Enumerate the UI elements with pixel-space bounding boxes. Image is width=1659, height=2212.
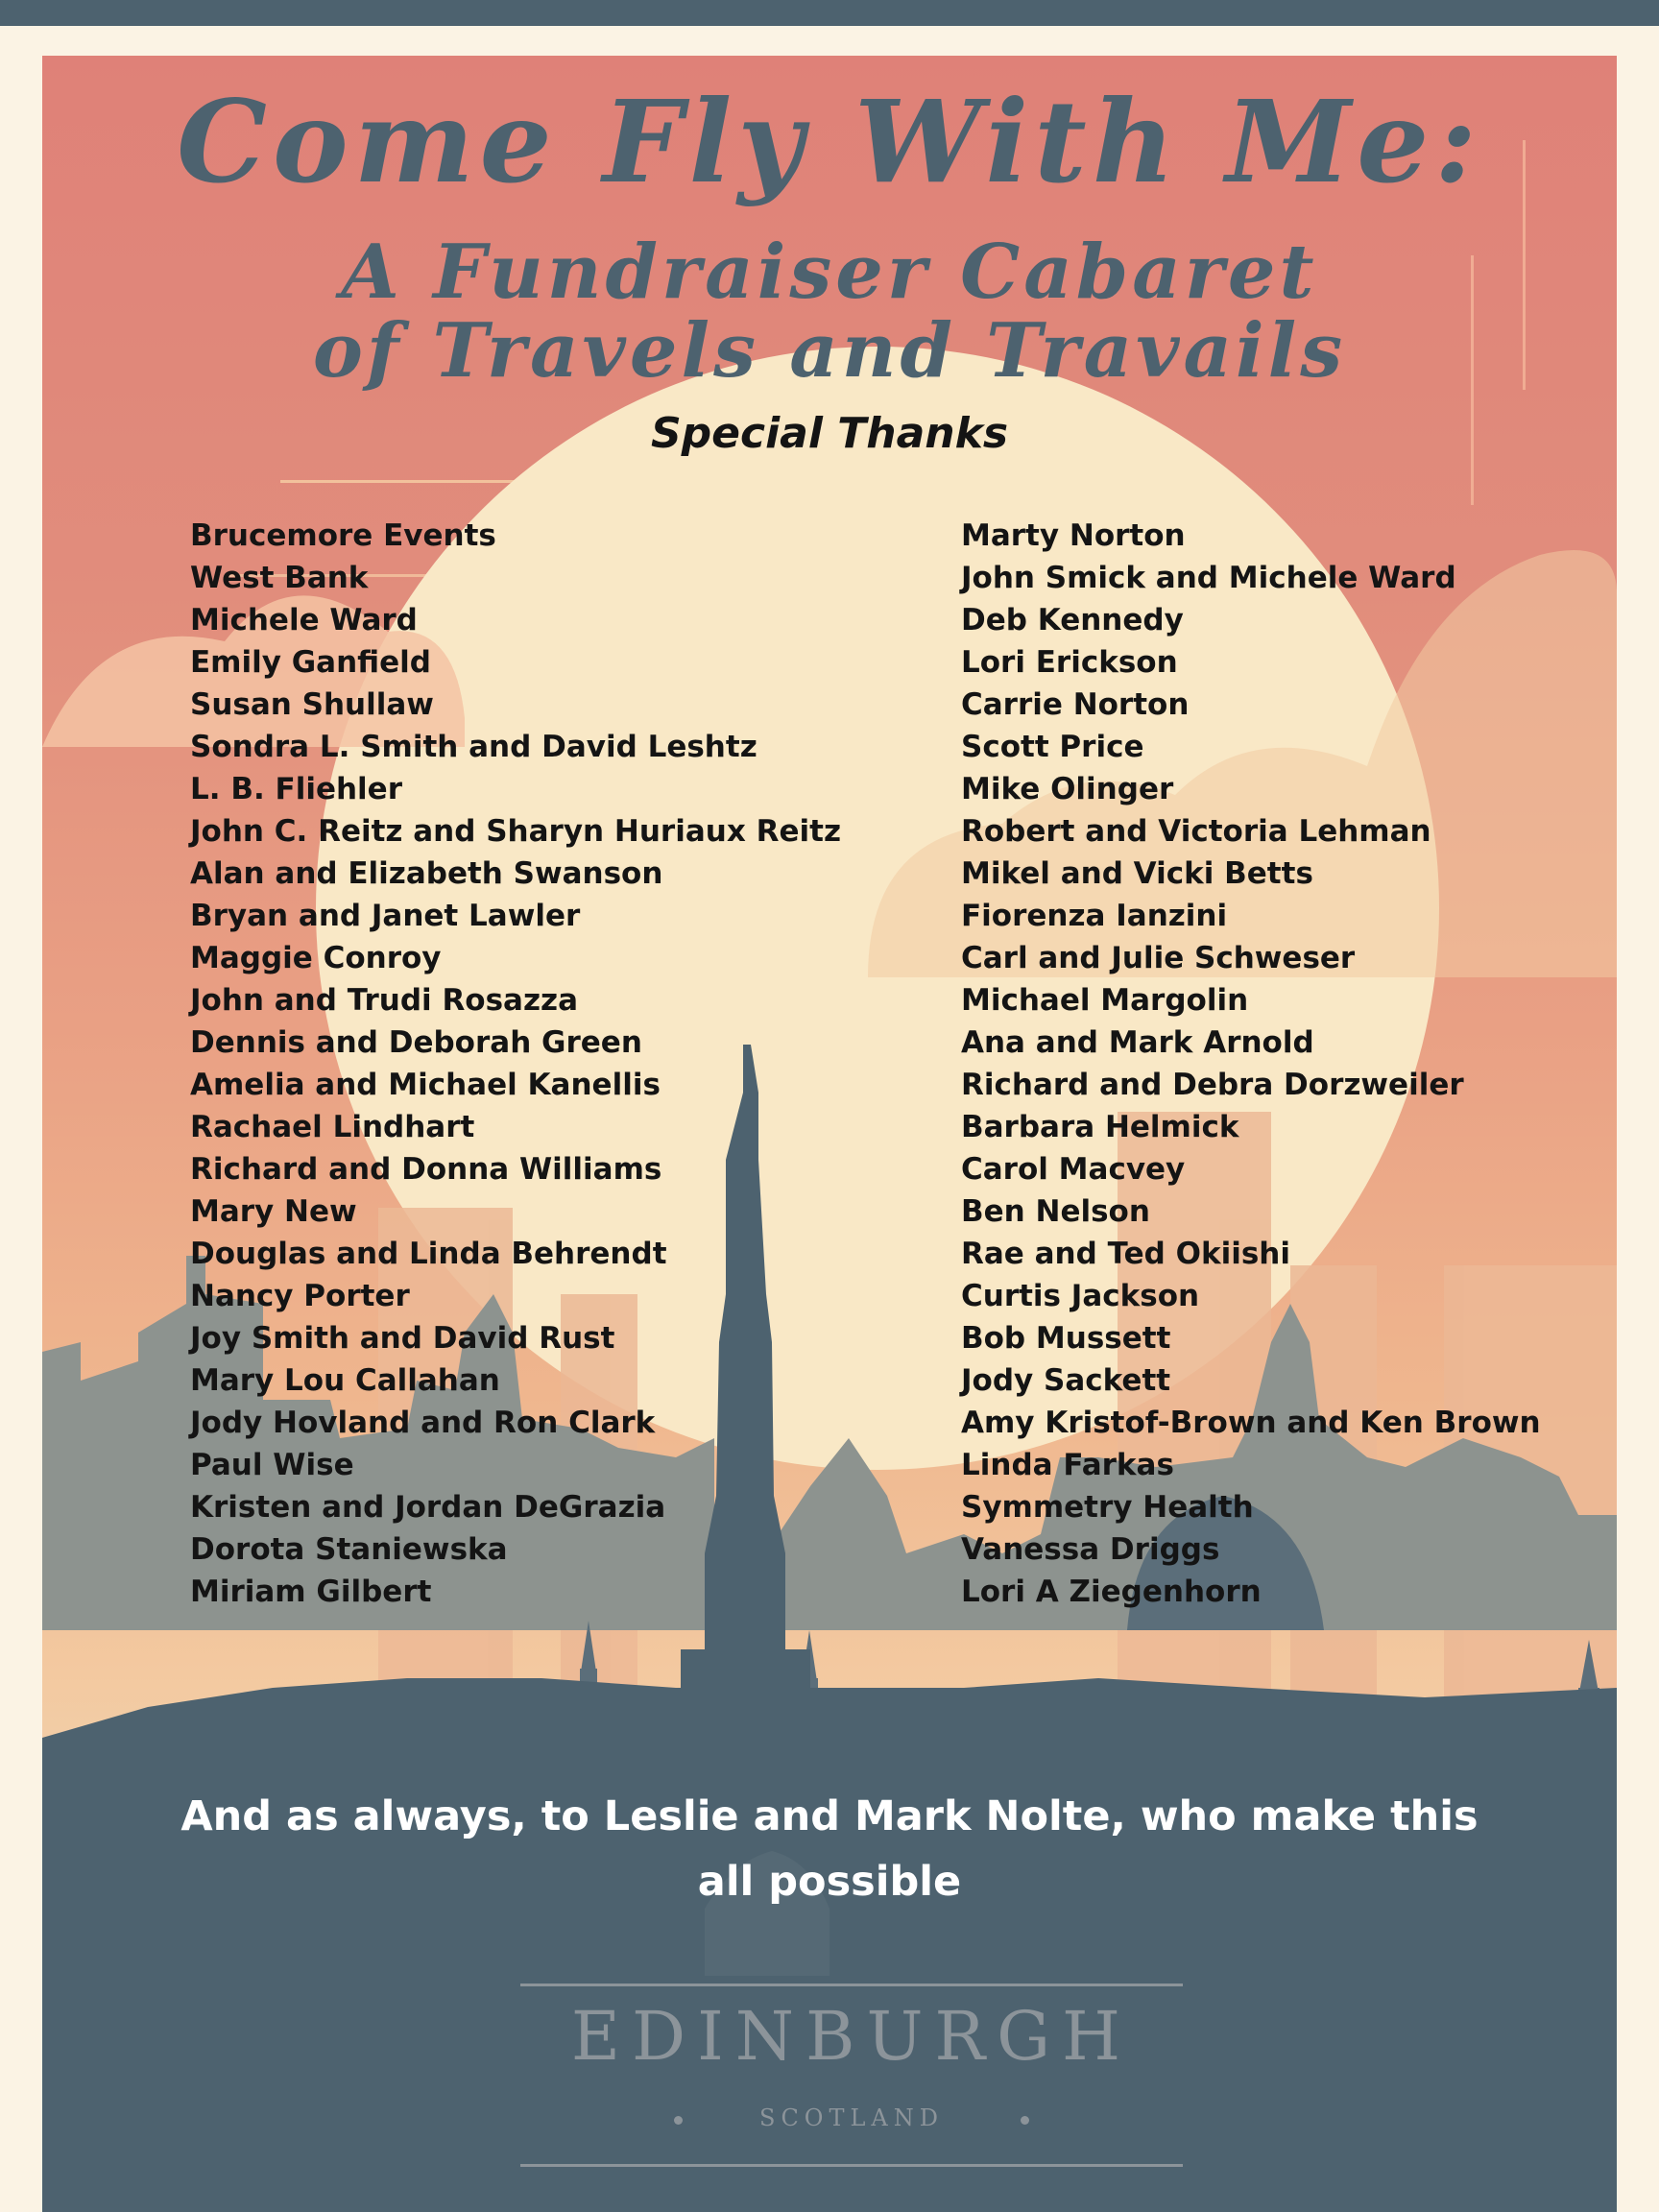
thanks-name: Richard and Donna Williams bbox=[190, 1152, 662, 1187]
thanks-name: Richard and Debra Dorzweiler bbox=[961, 1068, 1464, 1102]
thanks-name: Carol Macvey bbox=[961, 1152, 1186, 1187]
thanks-name: Marty Norton bbox=[961, 518, 1186, 553]
thanks-name: John Smick and Michele Ward bbox=[961, 561, 1456, 595]
thanks-name: Maggie Conroy bbox=[190, 941, 442, 975]
thanks-name: Amelia and Michael Kanellis bbox=[190, 1068, 661, 1102]
thanks-name: Brucemore Events bbox=[190, 518, 496, 553]
edinburgh-logo bbox=[520, 1976, 1183, 2177]
thanks-name: Dorota Staniewska bbox=[190, 1532, 508, 1567]
thanks-name: Michael Margolin bbox=[961, 983, 1249, 1018]
thanks-name: Bob Mussett bbox=[961, 1321, 1171, 1356]
thanks-name: West Bank bbox=[190, 561, 369, 595]
poster-title-line3: of Travels and Travails bbox=[312, 307, 1347, 395]
thanks-name: Rachael Lindhart bbox=[190, 1110, 475, 1144]
thanks-name: Lori Erickson bbox=[961, 645, 1178, 680]
thanks-name: Carrie Norton bbox=[961, 687, 1190, 722]
thanks-name: Scott Price bbox=[961, 730, 1144, 764]
thanks-name: Mary Lou Callahan bbox=[190, 1363, 500, 1398]
thanks-name: Dennis and Deborah Green bbox=[190, 1025, 642, 1060]
thanks-name: Mikel and Vicki Betts bbox=[961, 856, 1313, 891]
logo-country: SCOTLAND bbox=[759, 2104, 944, 2131]
logo-dot bbox=[1021, 2116, 1029, 2125]
thanks-name: Ana and Mark Arnold bbox=[961, 1025, 1314, 1060]
thanks-name: Barbara Helmick bbox=[961, 1110, 1239, 1144]
thanks-name: Symmetry Health bbox=[961, 1490, 1254, 1525]
thanks-name: John and Trudi Rosazza bbox=[190, 983, 578, 1018]
thanks-name: John C. Reitz and Sharyn Huriaux Reitz bbox=[190, 814, 841, 849]
thanks-name: Bryan and Janet Lawler bbox=[190, 899, 581, 933]
thanks-name: Paul Wise bbox=[190, 1448, 354, 1482]
thanks-name: Emily Ganfield bbox=[190, 645, 431, 680]
thanks-name: Ben Nelson bbox=[961, 1194, 1150, 1229]
thanks-list-left bbox=[190, 515, 841, 1613]
special-thanks-heading: Special Thanks bbox=[650, 409, 1009, 458]
thanks-name: Mary New bbox=[190, 1194, 357, 1229]
thanks-name: Susan Shullaw bbox=[190, 687, 434, 722]
logo-city: EDINBURGH bbox=[570, 1997, 1133, 2076]
thanks-name: Joy Smith and David Rust bbox=[190, 1321, 615, 1356]
thanks-name: Alan and Elizabeth Swanson bbox=[190, 856, 663, 891]
thanks-name: Fiorenza Ianzini bbox=[961, 899, 1228, 933]
thanks-name: Rae and Ted Okiishi bbox=[961, 1237, 1290, 1271]
thanks-name: Mike Olinger bbox=[961, 772, 1174, 806]
top-border-band bbox=[0, 0, 1659, 26]
thanks-name: Deb Kennedy bbox=[961, 603, 1184, 637]
thanks-name: Vanessa Driggs bbox=[961, 1532, 1220, 1567]
thanks-name: Douglas and Linda Behrendt bbox=[190, 1237, 667, 1271]
closing-message: And as always, to Leslie and Mark Nolte, who make this all possible bbox=[180, 1792, 1479, 1906]
thanks-name: Robert and Victoria Lehman bbox=[961, 814, 1431, 849]
poster-title-line1: Come Fly With Me: bbox=[177, 75, 1482, 208]
thanks-name: Carl and Julie Schweser bbox=[961, 941, 1356, 975]
poster bbox=[42, 56, 1617, 2212]
poster-title-line2: A Fundraiser Cabaret bbox=[341, 228, 1318, 316]
logo-top-rule bbox=[520, 1984, 1183, 1986]
thanks-name: Amy Kristof-Brown and Ken Brown bbox=[961, 1406, 1541, 1440]
thanks-list-right bbox=[961, 515, 1541, 1613]
thanks-name: Sondra L. Smith and David Leshtz bbox=[190, 730, 757, 764]
logo-bottom-rule bbox=[520, 2164, 1183, 2167]
thanks-name: Michele Ward bbox=[190, 603, 418, 637]
thanks-name: L. B. Fliehler bbox=[190, 772, 402, 806]
thanks-name: Jody Hovland and Ron Clark bbox=[190, 1406, 656, 1440]
thanks-name: Nancy Porter bbox=[190, 1279, 410, 1313]
thanks-name: Linda Farkas bbox=[961, 1448, 1174, 1482]
thanks-name: Kristen and Jordan DeGrazia bbox=[190, 1490, 666, 1525]
thanks-name: Curtis Jackson bbox=[961, 1279, 1200, 1313]
thanks-name: Jody Sackett bbox=[961, 1363, 1171, 1398]
thanks-name: Miriam Gilbert bbox=[190, 1575, 432, 1609]
thanks-name: Lori A Ziegenhorn bbox=[961, 1575, 1262, 1609]
